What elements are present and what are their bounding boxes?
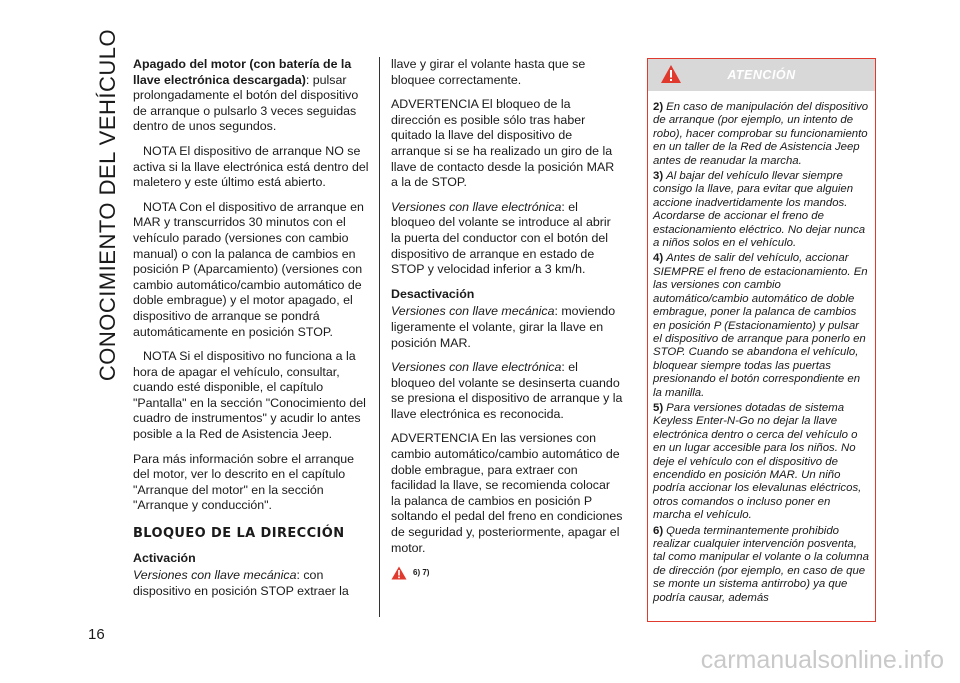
paragraph-mechanical-key-unlock [391, 304, 623, 351]
note-trunk: NOTA El dispositivo de arranque NO se activa si la llave electrónica está dentro del maletero y este último está abierto. [133, 143, 369, 190]
engine-off-text: : pulsar prolongadamente el botón del dispositivo de arranque o pulsarlo 3 veces seguidas dentro de unos segundos. [133, 72, 359, 134]
attention-box [647, 58, 876, 622]
attention-item-number: 5) [653, 401, 664, 414]
attention-item-number: 4) [653, 252, 664, 265]
attention-item-number: 3) [653, 170, 664, 183]
engine-off-heading: Apagado del motor (con batería de la llave electrónica descargada) [133, 57, 352, 87]
attention-item-number: 2) [653, 101, 664, 113]
section-side-title [88, 28, 128, 382]
paragraph-electronic-key-unlock [391, 360, 623, 422]
paragraph-engine-off [133, 57, 369, 135]
attention-item [653, 170, 870, 250]
mechanical-key-text: : con dispositivo en posición STOP extraer la [133, 568, 349, 598]
warning-auto-gearbox: ADVERTENCIA En las versiones con cambio automático/cambio automático de doble embrague, para extraer con facilidad la llave, se recomienda colocar la palanca de cambios en posición P soltando el pedal del freno en condiciones de seguridad y, posteriormente, apagar el motor. [391, 431, 623, 555]
watermark: carmanualsonline.info [700, 646, 944, 674]
paragraph-turn-wheel: llave y girar el volante hasta que se bloquee correctamente. [391, 57, 586, 87]
electronic-key-unlock-label: Versiones con llave electrónica [391, 360, 562, 375]
attention-header [648, 59, 875, 91]
attention-item [653, 252, 870, 399]
warning-triangle-icon [391, 566, 407, 580]
attention-title: ATENCIÓN [727, 68, 796, 82]
electronic-key-unlock-text: : el bloqueo del volante se desinserta cuando se presiona el dispositivo de arranque y la llave electrónica es reconocida. [391, 360, 623, 421]
note-auto-stop: NOTA Con el dispositivo de arranque en MAR y transcurridos 30 minutos con el vehículo parado (versiones con cambio manual) o con la palanca de cambios en posición P (Aparcamiento) (versiones con cambio automático/cambio automático de doble embrague) y el motor apagado, el dispositivo de arranque se pondrá automáticamente en posición STOP. [133, 199, 364, 339]
subheading-activation: Activación [133, 550, 196, 565]
note-display: NOTA Si el dispositivo no funciona a la hora de apagar el vehículo, consultar, cuando esté disponible, el capítulo "Pantalla" en la sección "Conocimiento del cuadro de instrumentos" y acudir lo antes posible a la Red de Asistencia Jeep. [133, 349, 366, 442]
attention-body [648, 91, 875, 605]
paragraph-electronic-key-lock [391, 200, 623, 278]
side-title-text: CONOCIMIENTO DEL VEHÍCULO [95, 28, 120, 382]
electronic-key-lock-text: : el bloqueo del volante se introduce al abrir la puerta del conductor con el botón del dispositivo de arranque en estado de STOP y velocidad inferior a 3 km/h. [391, 199, 611, 277]
attention-item [653, 402, 870, 523]
attention-item-text: Al bajar del vehículo llevar siempre consigo la llave, para evitar que alguien accione inadvertidamente los mandos. Acordarse de accionar el freno de estacionamiento eléctrico. No dejar nunca a niños solos en el vehículo. [653, 170, 866, 250]
section-heading-steering-lock: BLOQUEO DE LA DIRECCIÓN [133, 526, 345, 542]
page-number: 16 [88, 626, 105, 643]
mechanical-key-unlock-text: : moviendo ligeramente el volante, girar la llave en posición MAR. [391, 304, 616, 350]
attention-item-text: Queda terminantemente prohibido realizar cualquier intervención posventa, tal como manipular el volante o la columna de dirección (por ejemplo, en caso de que se monte un sistema antirrobo) ya que podría causar, además [653, 524, 869, 604]
column-divider [379, 57, 380, 617]
paragraph-mechanical-key [133, 568, 369, 599]
warning-reference-numbers: 6) 7) [413, 568, 430, 578]
attention-item [653, 101, 870, 168]
attention-item-text: Antes de salir del vehículo, accionar SIEMPRE el freno de estacionamiento. En las versiones con cambio automático/cambio automático de doble embrague, poner la palanca de cambios en posición P (Estacionamiento) y pulsar el dispositivo de arranque para ponerlo en STOP. Cuando se abandona el vehículo, bloquear siempre todas las puertas presionando el botón correspondiente en la manilla. [653, 252, 868, 399]
attention-item-text: En caso de manipulación del dispositivo de arranque (por ejemplo, un intento de robo), hacer comprobar su funcionamiento en un taller de la Red de Asistencia Jeep antes de reanudar la marcha. [653, 101, 869, 167]
paragraph-more-info: Para más información sobre el arranque del motor, ver lo descrito en el capítulo "Arranque del motor" en la sección "Arranque y conducción". [133, 451, 355, 513]
attention-item [653, 525, 870, 605]
subheading-deactivation: Desactivación [391, 286, 475, 301]
warning-triangle-icon [660, 64, 682, 84]
column-left [133, 57, 369, 608]
electronic-key-label: Versiones con llave electrónica [391, 199, 562, 214]
attention-item-text: Para versiones dotadas de sistema Keyless Enter-N-Go no dejar la llave electrónica dentro o cerca del vehículo o en un lugar accesible para los niños. No deje el vehículo con el dispositivo de encendido en posición MAR. Un niño podría accionar los elevalunas eléctricos, otros comandos o incluso poner en marcha el vehículo. [653, 401, 862, 522]
column-middle [391, 57, 623, 581]
mechanical-key-unlock-label: Versiones con llave mecánica [391, 304, 555, 319]
warning-reference [391, 565, 623, 581]
mechanical-key-label: Versiones con llave mecánica [133, 568, 297, 583]
attention-item-number: 6) [653, 524, 664, 537]
warning-lock: ADVERTENCIA El bloqueo de la dirección es posible sólo tras haber quitado la llave del dispositivo de arranque si se ha realizado un giro de la llave de contacto desde la posición MAR a la de STOP. [391, 97, 615, 190]
